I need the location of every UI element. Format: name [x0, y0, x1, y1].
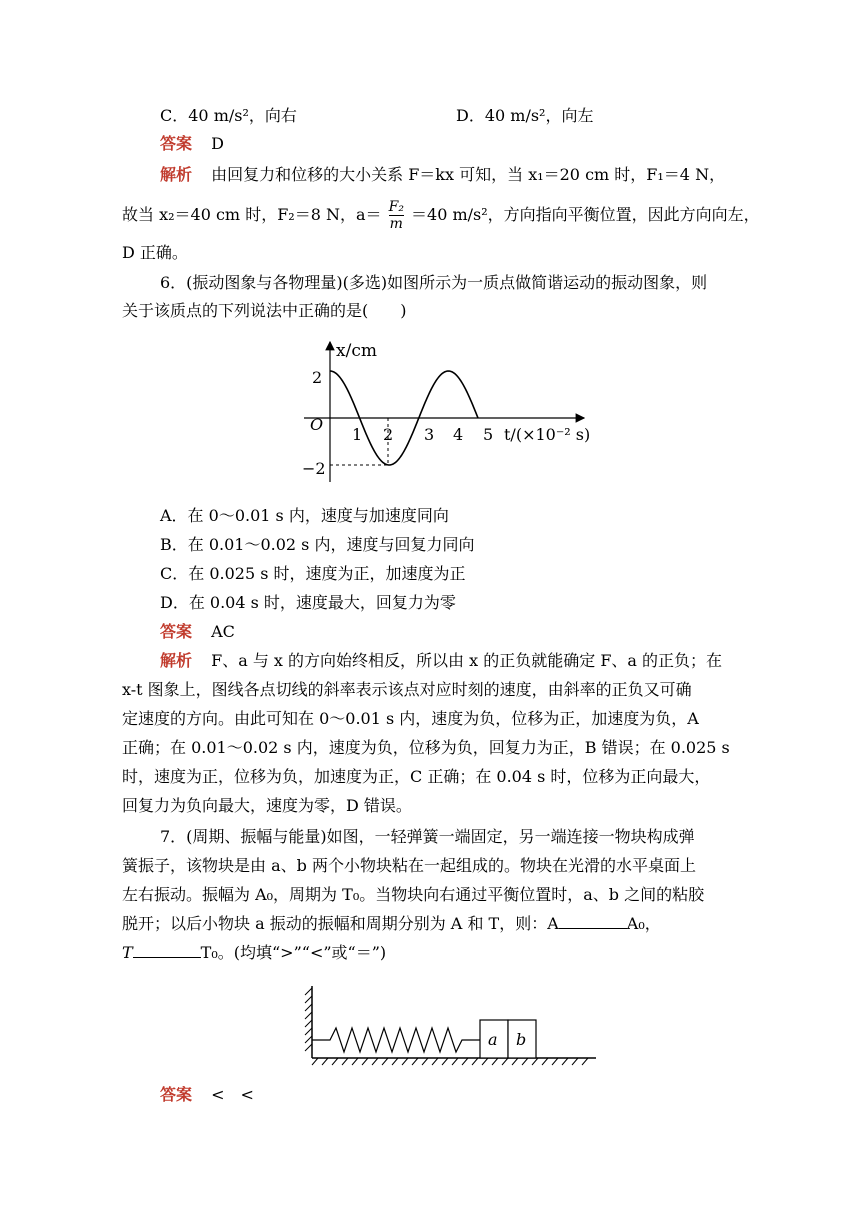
stem-text: 脱开；以后小物块 a 振动的振幅和周期分别为 A 和 T，则：A	[122, 914, 559, 933]
block-b-label: b	[516, 1030, 527, 1049]
q6-analysis-line3: 定速度的方向。由此可知在 0～0.01 s 内，速度为负，位移为正，加速度为负，A	[122, 709, 699, 728]
answer-label: 答案	[160, 134, 193, 153]
q7-stem-line5	[122, 942, 386, 964]
q6-stem-line2: 关于该质点的下列说法中正确的是( )	[122, 301, 407, 320]
x-tick-5: 5	[483, 425, 494, 444]
q7-answer	[160, 1084, 254, 1106]
q7-stem-line3: 左右振动。振幅为 A₀，周期为 T₀。当物块向右通过平衡位置时，a、b 之间的粘胶	[122, 885, 705, 904]
vibration-graph	[284, 332, 610, 492]
q5-analysis-line2	[122, 199, 760, 232]
q7-stem-line1: 7．(周期、振幅与能量)如图，一轻弹簧一端固定，另一端连接一物块构成弹	[160, 827, 695, 846]
q6-analysis-line1	[160, 650, 722, 672]
answer-label: 答案	[160, 622, 193, 641]
analysis-label: 解析	[160, 651, 193, 670]
q6-stem-line1: 6．(振动图象与各物理量)(多选)如图所示为一质点做简谐运动的振动图象，则	[160, 273, 708, 292]
origin-label: O	[310, 415, 324, 434]
stem-text: A₀，	[626, 914, 661, 933]
wall-hatching	[305, 988, 312, 1051]
x-tick-1: 1	[352, 425, 363, 444]
x-tick-4: 4	[453, 425, 464, 444]
answer-label: 答案	[160, 1085, 193, 1104]
q6-analysis-line5: 时，速度为正，位移为负，加速度为正，C 正确；在 0.04 s 时，位移为正向最大，	[122, 767, 711, 786]
y-tick-neg2: −2	[302, 459, 326, 478]
analysis-text: F、a 与 x 的方向始终相反，所以由 x 的正负就能确定 F、a 的正负；在	[211, 651, 723, 670]
answer-value: < <	[211, 1085, 254, 1104]
floor-hatching	[312, 1058, 588, 1065]
spring-block-figure	[296, 982, 600, 1068]
stem-text: T	[122, 943, 133, 962]
y-tick-2: 2	[312, 368, 323, 387]
answer-blank-1	[559, 914, 627, 929]
fraction-numerator: F₂	[388, 199, 404, 215]
y-axis-label: x/cm	[336, 341, 377, 361]
q6-option-b: B．在 0.01～0.02 s 内，速度与回复力同向	[160, 535, 475, 554]
q5-answer	[160, 133, 224, 155]
answer-blank-2	[133, 943, 201, 958]
answer-value: D	[211, 134, 224, 153]
q6-analysis-line6: 回复力为负向最大，速度为零，D 错误。	[122, 796, 412, 815]
q7-stem-line2: 簧振子，该物块是由 a、b 两个小物块粘在一起组成的。物块在光滑的水平桌面上	[122, 856, 696, 875]
x-tick-3: 3	[424, 425, 435, 444]
x-axis-label: t/(×10⁻² s)	[504, 425, 591, 444]
fraction	[389, 199, 404, 232]
q5-option-d: D．40 m/s²，向左	[456, 106, 594, 125]
q7-stem-line4	[122, 913, 661, 935]
q6-option-d: D．在 0.04 s 时，速度最大，回复力为零	[160, 593, 456, 612]
x-tick-2: 2	[383, 425, 394, 444]
analysis-text: 故当 x₂＝40 cm 时，F₂＝8 N，a＝	[122, 205, 382, 224]
q6-analysis-line4: 正确；在 0.01～0.02 s 内，速度为负，位移为负，回复力为正，B 错误；在 0.025 s	[122, 738, 730, 757]
q6-option-c: C．在 0.025 s 时，速度为正，加速度为正	[160, 564, 466, 583]
q6-option-a: A．在 0～0.01 s 内，速度与加速度同向	[160, 506, 449, 525]
q6-answer	[160, 621, 235, 643]
q5-option-c: C．40 m/s²，向右	[160, 106, 297, 125]
fraction-denominator: m	[389, 216, 403, 232]
block-a-label: a	[488, 1030, 498, 1049]
stem-text: T₀。(均填“>”“<”或“＝”)	[200, 943, 387, 962]
analysis-label: 解析	[160, 165, 193, 184]
answer-value: AC	[211, 622, 235, 641]
analysis-text: 由回复力和位移的大小关系 F＝kx 可知，当 x₁＝20 cm 时，F₁＝4 N，	[211, 165, 726, 184]
analysis-text: ＝40 m/s²，方向指向平衡位置，因此方向向左，	[411, 205, 760, 224]
spring	[312, 1028, 480, 1052]
q6-analysis-line2: x-t 图象上，图线各点切线的斜率表示该点对应时刻的速度，由斜率的正负又可确	[122, 680, 692, 699]
q5-analysis-line3: D 正确。	[122, 243, 188, 262]
q5-analysis-line1	[160, 164, 725, 186]
